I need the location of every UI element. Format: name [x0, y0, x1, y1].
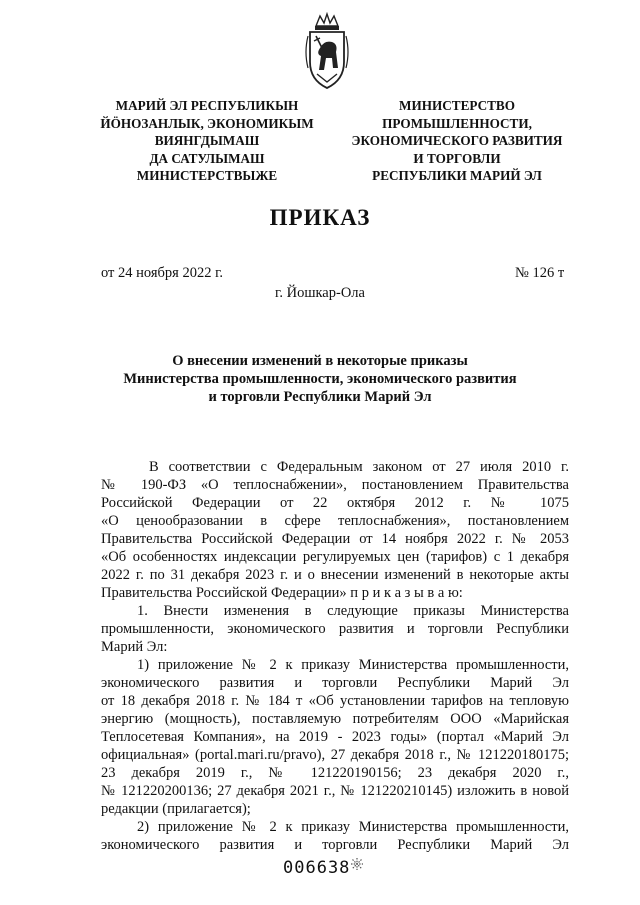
document-body [101, 458, 569, 854]
body-line: 23 декабря 2019 г., № 121220190156; 23 декабря 2020 г., [101, 765, 569, 781]
document-date: от 24 ноября 2022 г. [101, 265, 224, 281]
body-line: Марий Эл: [101, 639, 168, 655]
header-right-block [342, 97, 572, 185]
document-city: г. Йошкар-Ола [275, 285, 365, 301]
body-line: Российской Федерации от 22 октября 2012 г. № 1075 [101, 495, 569, 511]
header-left-line: МАРИЙ ЭЛ РЕСПУБЛИКЫН [115, 98, 299, 113]
header-left-line: ДА САТУЛЫМАШ [149, 150, 265, 166]
body-line: промышленности, экономического развития и торговли Республики [101, 621, 569, 637]
header-right-line: РЕСПУБЛИКИ МАРИЙ ЭЛ [372, 168, 542, 183]
header-left-line: МИНИСТЕРСТВЫЖЕ [136, 168, 278, 183]
document-number: № 126 т [515, 265, 565, 281]
header-left-line: ВИЯНГДЫМАШ [154, 133, 260, 148]
body-line: Правительства Российской Федерации от 14 ноября 2022 г. № 2053 [101, 531, 569, 547]
header-right-line: И ТОРГОВЛИ [413, 150, 501, 166]
body-line: В соответствии с Федеральным законом от 27 июля 2010 г. [149, 459, 569, 475]
body-line: Теплосетевая Компания», на 2019 - 2023 годы» (портал «Марий Эл [101, 729, 569, 745]
body-line: официальная» (portal.mari.ru/pravo), 27 декабря 2018 г., № 121220180175; [101, 747, 569, 763]
body-line: экономического развития и торговли Республики Марий Эл [101, 837, 569, 853]
body-line: 1. Внести изменения в следующие приказы Министерства [137, 603, 569, 619]
body-line: 2022 г. по 31 декабря 2023 г. и о внесении изменений в некоторые акты [101, 567, 569, 583]
body-line: «Об особенностях индексации регулируемых цен (тарифов) с 1 декабря [101, 549, 569, 565]
body-line: 1) приложение № 2 к приказу Министерства промышленности, [137, 657, 569, 673]
coat-of-arms-icon [302, 12, 352, 92]
asterisk-mark-icon [350, 857, 364, 871]
body-line: № 190-ФЗ «О теплоснабжении», постановлением Правительства [101, 477, 569, 493]
document-subject [0, 352, 640, 406]
subject-line: О внесении изменений в некоторые приказы [172, 353, 468, 369]
body-line: от 18 декабря 2018 г. № 184 т «Об установлении тарифов на тепловую [101, 693, 569, 709]
body-line: экономического развития и торговли Республики Марий Эл [101, 675, 569, 691]
body-line: редакции (прилагается); [101, 801, 251, 817]
body-line: энергию (мощность), поставляемую потребителям ООО «Марийская [101, 711, 569, 727]
body-line: Правительства Российской Федерации» п р и к а з ы в а ю: [101, 585, 463, 601]
serial-number: 006638 [283, 858, 351, 878]
body-line: 2) приложение № 2 к приказу Министерства промышленности, [137, 819, 569, 835]
subject-line: и торговли Республики Марий Эл [208, 389, 432, 405]
header-right-line: ПРОМЫШЛЕННОСТИ, [382, 115, 532, 131]
body-line: № 121220200136; 27 декабря 2021 г., № 121220210145) изложить в новой [101, 783, 569, 799]
header-right-line: ЭКОНОМИЧЕСКОГО РАЗВИТИЯ [351, 133, 563, 148]
body-line: «О ценообразовании в сфере теплоснабжения», постановлением [101, 513, 569, 529]
header-left-line: ЙÖНОЗАНЛЫК, ЭКОНОМИКЫМ [100, 115, 314, 131]
subject-line: Министерства промышленности, экономического развития [123, 371, 517, 387]
document-title: ПРИКАЗ [269, 205, 371, 230]
header-left-block [92, 97, 322, 185]
header-right-line: МИНИСТЕРСТВО [399, 98, 515, 113]
